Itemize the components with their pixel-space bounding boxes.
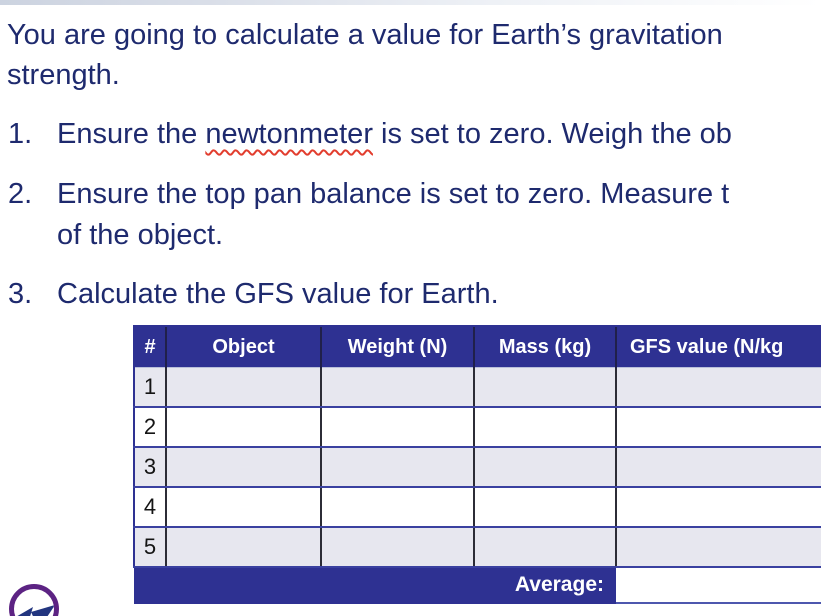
table-cell-object [166,447,321,487]
header-cell-mass: Mass (kg) [474,326,616,368]
table-cell-weight [321,487,474,527]
table-row [134,368,821,408]
table-cell-mass [474,527,616,567]
step-text-suffix: is set to zero. Weigh the ob [372,118,732,150]
table-cell-mass [474,447,616,487]
table-cell-object [166,368,321,408]
results-table [133,325,821,604]
table-cell-object [166,487,321,527]
table-cell-weight [321,447,474,487]
misspelled-word: newtonmeter [205,118,373,150]
step-number: 3. [8,278,33,310]
row-number-cell: 3 [134,447,166,487]
average-value-cell [616,567,821,603]
table-cell-mass [474,368,616,408]
header-cell-object: Object [166,326,321,368]
step-text [57,174,729,256]
school-logo-icon [5,579,63,616]
step-text: Calculate the GFS value for Earth. [57,278,499,310]
table-cell-gfs [616,527,821,567]
row-number-cell: 2 [134,407,166,447]
average-row [134,567,821,603]
table-cell-mass [474,407,616,447]
step-number: 2. [8,178,33,210]
step-text-line2: of the object. [57,219,224,251]
step-number: 1. [8,118,33,150]
step-text-prefix: Ensure the [57,118,206,150]
table-row [134,527,821,567]
step-text [57,114,732,155]
header-cell-gfs: GFS value (N/kg [616,326,821,368]
step-item-2 [8,174,729,256]
table-row [134,487,821,527]
table-header-row [134,326,821,368]
table-cell-object [166,407,321,447]
table-row [134,407,821,447]
table-cell-weight [321,527,474,567]
table-cell-gfs [616,447,821,487]
row-number-cell: 5 [134,527,166,567]
table-cell-object [166,527,321,567]
step-item-1 [8,114,732,155]
slide-title-line2: strength. [7,59,120,91]
table-cell-mass [474,487,616,527]
window-edge-strip [0,0,821,5]
table-cell-gfs [616,487,821,527]
step-text-line1: Ensure the top pan balance is set to zero. Measure t [57,178,730,210]
header-cell-weight: Weight (N) [321,326,474,368]
table-cell-gfs [616,407,821,447]
step-item-3 [8,274,499,315]
table-cell-gfs [616,368,821,408]
row-number-cell: 1 [134,368,166,408]
row-number-cell: 4 [134,487,166,527]
slide-title [7,15,723,95]
table-row [134,447,821,487]
slide-title-line1: You are going to calculate a value for Earth’s gravitation [7,19,723,51]
table-cell-weight [321,407,474,447]
header-cell-number: # [134,326,166,368]
table-cell-weight [321,368,474,408]
average-label: Average: [134,567,616,603]
